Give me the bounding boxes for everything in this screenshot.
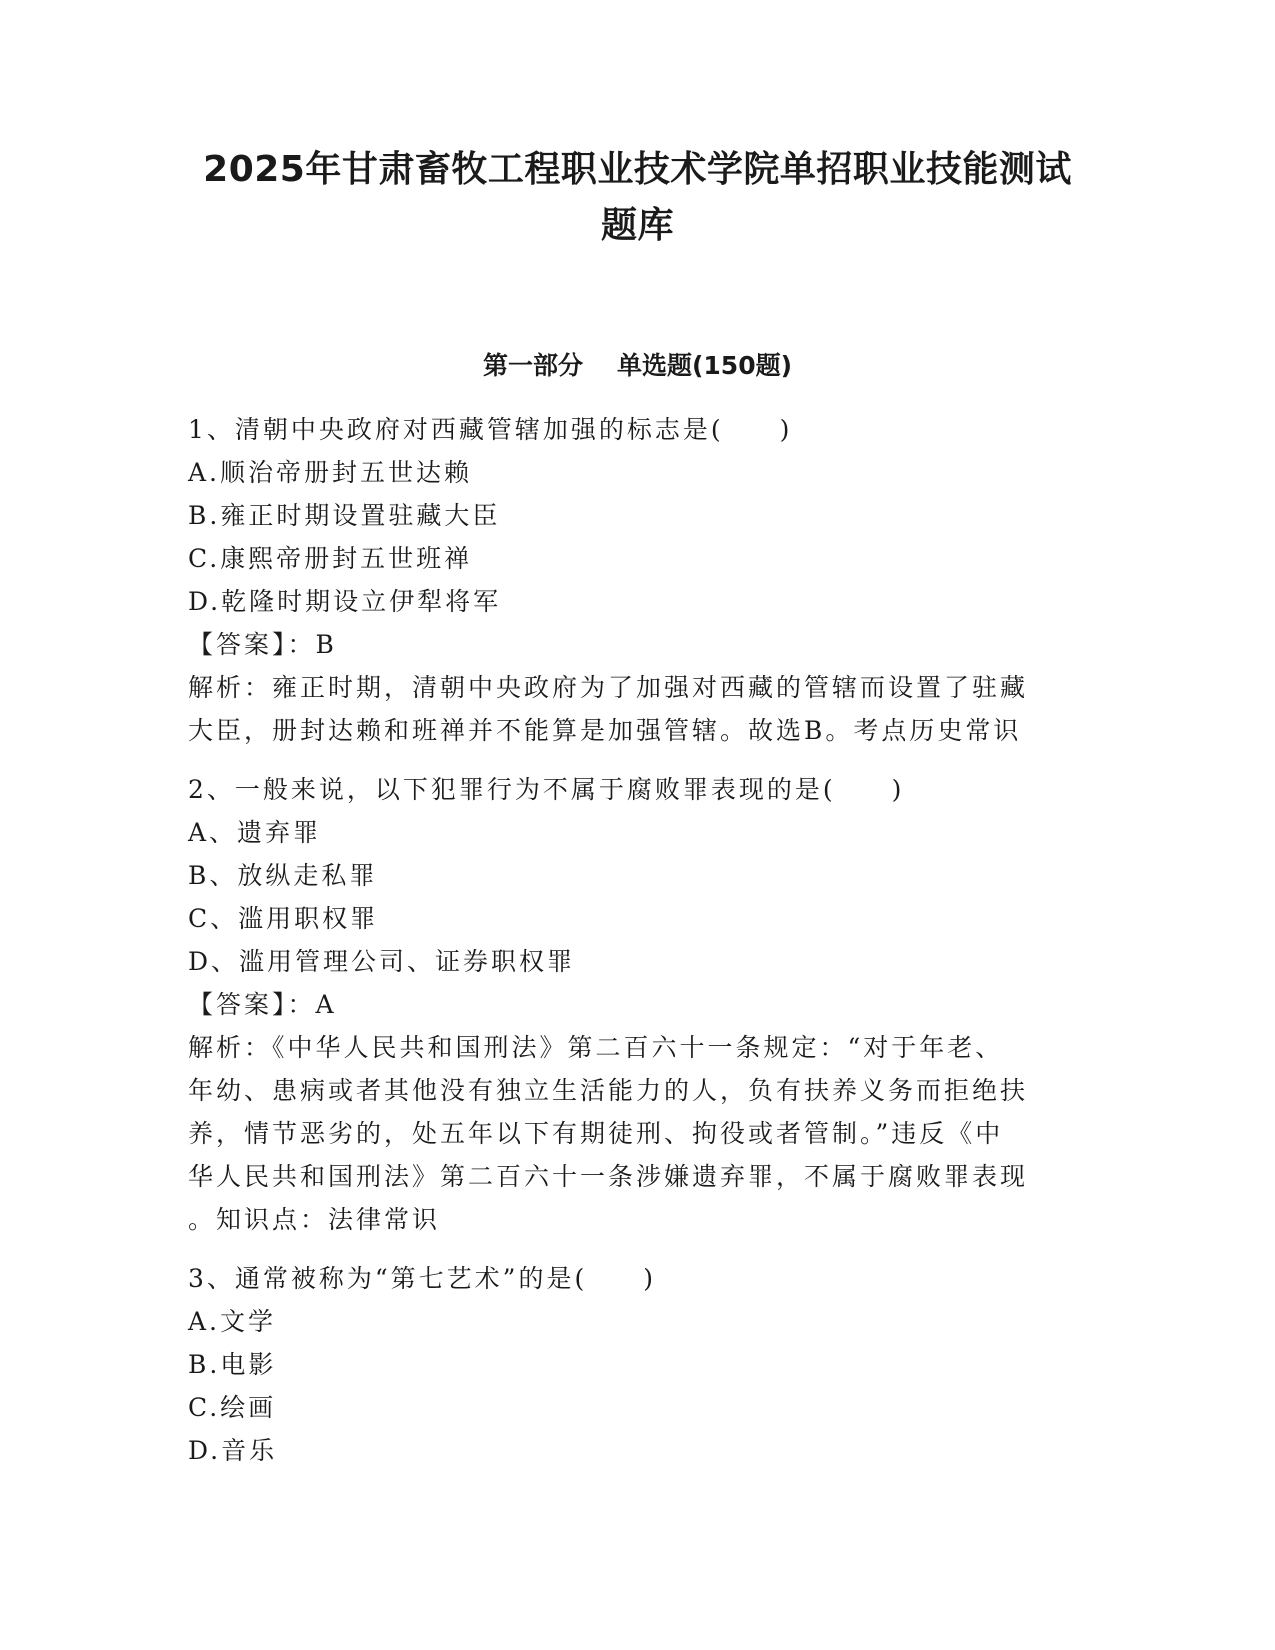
section-title xyxy=(150,348,1125,384)
option-b: B.电影 xyxy=(188,1350,277,1379)
answer-line: 【答案】：B xyxy=(188,630,337,659)
analysis-line: 解析：《中华人民共和国刑法》第二百六十一条规定：“对于年老、 xyxy=(188,1033,1004,1062)
option-b: B、放纵走私罪 xyxy=(188,861,378,890)
option-d: D.乾隆时期设立伊犁将军 xyxy=(188,587,502,616)
option-c: C、滥用职权罪 xyxy=(188,904,379,933)
document-title-line-2: 题库 xyxy=(600,205,674,246)
section-part-label: 第一部分 xyxy=(482,351,583,380)
option-a: A.文学 xyxy=(188,1307,277,1336)
analysis-line: 年幼、患病或者其他没有独立生活能力的人，负有扶养义务而拒绝扶 xyxy=(188,1076,1029,1105)
question-1 xyxy=(188,408,1068,752)
option-d: D、滥用管理公司、证券职权罪 xyxy=(188,947,576,976)
question-stem: 3、通常被称为“第七艺术”的是( ) xyxy=(188,1264,656,1293)
document-title xyxy=(150,142,1125,254)
document-title-line-1: 2025年甘肃畜牧工程职业技术学院单招职业技能测试 xyxy=(203,149,1072,190)
question-2 xyxy=(188,768,1068,1241)
option-a: A.顺治帝册封五世达赖 xyxy=(188,458,473,487)
answer-line: 【答案】：A xyxy=(188,990,337,1019)
analysis-line: 养，情节恶劣的，处五年以下有期徒刑、拘役或者管制。”违反《中 xyxy=(188,1119,1004,1148)
question-stem: 2、一般来说，以下犯罪行为不属于腐败罪表现的是( ) xyxy=(188,775,905,804)
analysis-line: 。知识点：法律常识 xyxy=(188,1205,441,1234)
option-b: B.雍正时期设置驻藏大臣 xyxy=(188,501,501,530)
option-d: D.音乐 xyxy=(188,1436,278,1465)
question-stem: 1、清朝中央政府对西藏管辖加强的标志是( ) xyxy=(188,415,793,444)
section-name-label: 单选题(150题) xyxy=(616,351,793,380)
analysis-line: 大臣，册封达赖和班禅并不能算是加强管辖。故选B。考点历史常识 xyxy=(188,716,1022,745)
option-c: C.康熙帝册封五世班禅 xyxy=(188,544,473,573)
question-3 xyxy=(188,1257,1068,1472)
option-a: A、遗弃罪 xyxy=(188,818,322,847)
analysis-line: 解析：雍正时期，清朝中央政府为了加强对西藏的管辖而设置了驻藏 xyxy=(188,673,1029,702)
option-c: C.绘画 xyxy=(188,1393,277,1422)
analysis-line: 华人民共和国刑法》第二百六十一条涉嫌遗弃罪，不属于腐败罪表现 xyxy=(188,1162,1029,1191)
question-list xyxy=(188,408,1068,1472)
